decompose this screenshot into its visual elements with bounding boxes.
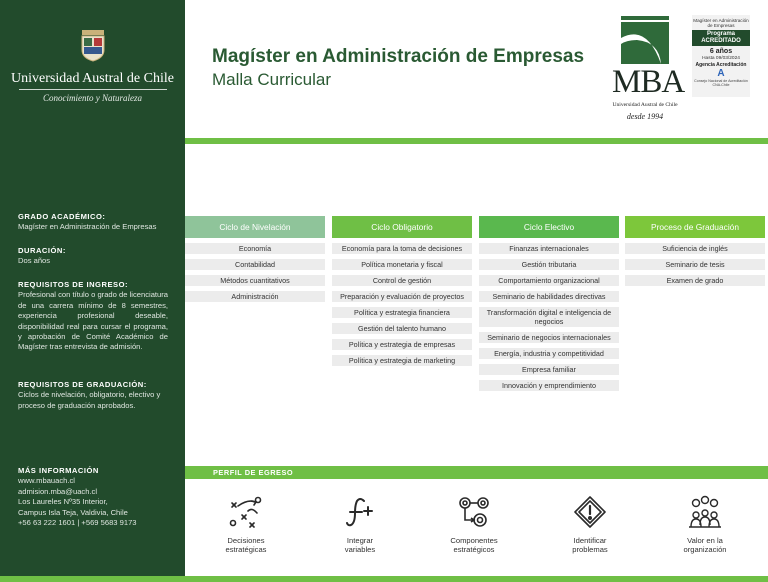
footer-bar — [0, 576, 768, 582]
perfil-label — [429, 536, 519, 555]
accreditation-top: Magíster en Administración de Empresas — [693, 18, 749, 28]
perfil-label-line1: Valor en la — [687, 536, 723, 545]
university-crest-icon — [80, 28, 106, 62]
course-item: Control de gestión — [332, 275, 472, 286]
accreditation-footer: Consejo Nacional de Acreditación CNA-Chile — [694, 78, 748, 87]
address-line-2: Campus Isla Teja, Valdivia, Chile — [18, 507, 128, 517]
perfil-label-line1: Identificar — [573, 536, 607, 545]
website-link[interactable]: www.mbauach.cl — [18, 476, 75, 486]
perfil-label — [545, 536, 635, 555]
address-line-1: Los Laureles Nº35 Interior, — [18, 497, 108, 507]
ingreso-heading: REQUISITOS DE INGRESO: — [18, 280, 129, 289]
duracion-block — [18, 246, 168, 267]
ingreso-text: Profesional con título o grado de licenciatura de una carrera mínimo de 8 semestres, experiencia profesional deseable, disponibilidad real para cursar el programa, y aprobación de Comité Académico de Magíster tras entrevista de admisión. — [18, 290, 168, 352]
page-subtitle: Malla Curricular — [212, 70, 332, 89]
course-item: Métodos cuantitativos — [185, 275, 325, 286]
duracion-heading: DURACIÓN: — [18, 246, 66, 255]
mba-arch-icon — [621, 16, 669, 64]
duracion-text: Dos años — [18, 256, 51, 266]
perfil-label-line2: variables — [344, 545, 376, 555]
perfil-item-valor — [660, 495, 750, 555]
course-item: Energía, industria y competitividad — [479, 348, 619, 359]
header-divider — [185, 138, 768, 144]
mba-logo — [612, 16, 685, 124]
sidebar — [0, 0, 185, 582]
course-item: Comportamiento organizacional — [479, 275, 619, 286]
perfil-label-line2: estratégicas — [225, 545, 267, 555]
course-item: Preparación y evaluación de proyectos — [332, 291, 472, 302]
accreditation-band — [692, 30, 750, 46]
accreditation-agency: Agencia Acreditación — [695, 61, 747, 68]
phone-numbers: +56 63 222 1601 | +569 5683 9173 — [18, 518, 137, 528]
column-graduacion — [625, 216, 765, 286]
course-item: Contabilidad — [185, 259, 325, 270]
course-item: Economía para la toma de decisiones — [332, 243, 472, 254]
perfil-item-identificar — [545, 495, 635, 555]
course-item: Gestión del talento humano — [332, 323, 472, 334]
info-block — [18, 466, 168, 528]
university-logo — [0, 28, 185, 103]
perfil-label-line1: Integrar — [346, 536, 374, 545]
column-nivelacion — [185, 216, 325, 302]
accreditation-band-line1: Programa — [706, 31, 735, 37]
grado-block — [18, 212, 168, 233]
team-value-icon — [687, 495, 723, 529]
strategy-play-icon — [228, 495, 264, 529]
perfil-label — [315, 536, 405, 555]
column-electivo — [479, 216, 619, 391]
column-header-obligatorio: Ciclo Obligatorio — [332, 216, 472, 238]
course-item: Seminario de habilidades directivas — [479, 291, 619, 302]
perfil-label — [201, 536, 291, 555]
gears-components-icon — [456, 495, 492, 529]
perfil-label-line2: estratégicos — [453, 545, 495, 555]
perfil-label-line2: problemas — [572, 545, 608, 555]
course-item: Transformación digital e inteligencia de negocios — [479, 307, 619, 327]
course-item: Empresa familiar — [479, 364, 619, 375]
course-item: Economía — [185, 243, 325, 254]
university-motto: Conocimiento y Naturaleza — [43, 93, 142, 103]
perfil-label — [660, 536, 750, 555]
graduacion-block — [18, 380, 168, 411]
graduacion-text: Ciclos de nivelación, obligatorio, electivo y proceso de graduación aprobados. — [18, 390, 161, 410]
warning-sign-icon — [572, 495, 608, 529]
column-header-nivelacion: Ciclo de Nivelación — [185, 216, 325, 238]
perfil-title: PERFIL DE EGRESO — [213, 468, 294, 477]
accreditation-years: 6 años — [709, 48, 733, 55]
course-item: Seminario de negocios internacionales — [479, 332, 619, 343]
page-title: Magíster en Administración de Empresas — [212, 46, 585, 67]
mba-word: MBA — [612, 64, 685, 100]
perfil-item-componentes — [429, 495, 519, 555]
email-link[interactable]: admision.mba@uach.cl — [18, 486, 98, 496]
agency-mark-icon: A — [717, 67, 725, 79]
column-header-graduacion: Proceso de Graduación — [625, 216, 765, 238]
graduacion-heading: REQUISITOS DE GRADUACIÓN: — [18, 380, 147, 389]
perfil-header — [185, 466, 768, 479]
perfil-item-decisiones — [201, 495, 291, 555]
grado-text: Magíster en Administración de Empresas — [18, 222, 157, 232]
course-item: Gestión tributaria — [479, 259, 619, 270]
perfil-label-line1: Componentes — [450, 536, 498, 545]
accreditation-band-line2: ACREDITADO — [701, 38, 741, 44]
university-divider — [19, 89, 167, 90]
university-name: Universidad Austral de Chile — [11, 71, 174, 86]
course-item: Política y estrategia de marketing — [332, 355, 472, 366]
integrate-function-icon — [342, 495, 378, 529]
column-header-electivo: Ciclo Electivo — [479, 216, 619, 238]
course-item: Finanzas internacionales — [479, 243, 619, 254]
course-item: Suficiencia de inglés — [625, 243, 765, 254]
course-item: Política monetaria y fiscal — [332, 259, 472, 270]
mba-university: Universidad Austral de Chile — [612, 102, 678, 108]
course-item: Política y estrategia de empresas — [332, 339, 472, 350]
perfil-item-integrar — [315, 495, 405, 555]
ingreso-block — [18, 280, 168, 353]
course-item: Seminario de tesis — [625, 259, 765, 270]
grado-heading: GRADO ACADÉMICO: — [18, 212, 106, 221]
perfil-label-line1: Decisiones — [227, 536, 265, 545]
course-item: Innovación y emprendimiento — [479, 380, 619, 391]
info-heading: MÁS INFORMACIÓN — [18, 466, 99, 475]
mba-since: desde 1994 — [626, 112, 664, 121]
accreditation-badge — [692, 15, 750, 97]
course-item: Política y estrategia financiera — [332, 307, 472, 318]
accreditation-until: Hasta 09/03/2024 — [702, 56, 740, 61]
column-obligatorio — [332, 216, 472, 366]
course-item: Examen de grado — [625, 275, 765, 286]
course-item: Administración — [185, 291, 325, 302]
perfil-label-line2: organización — [683, 545, 727, 555]
